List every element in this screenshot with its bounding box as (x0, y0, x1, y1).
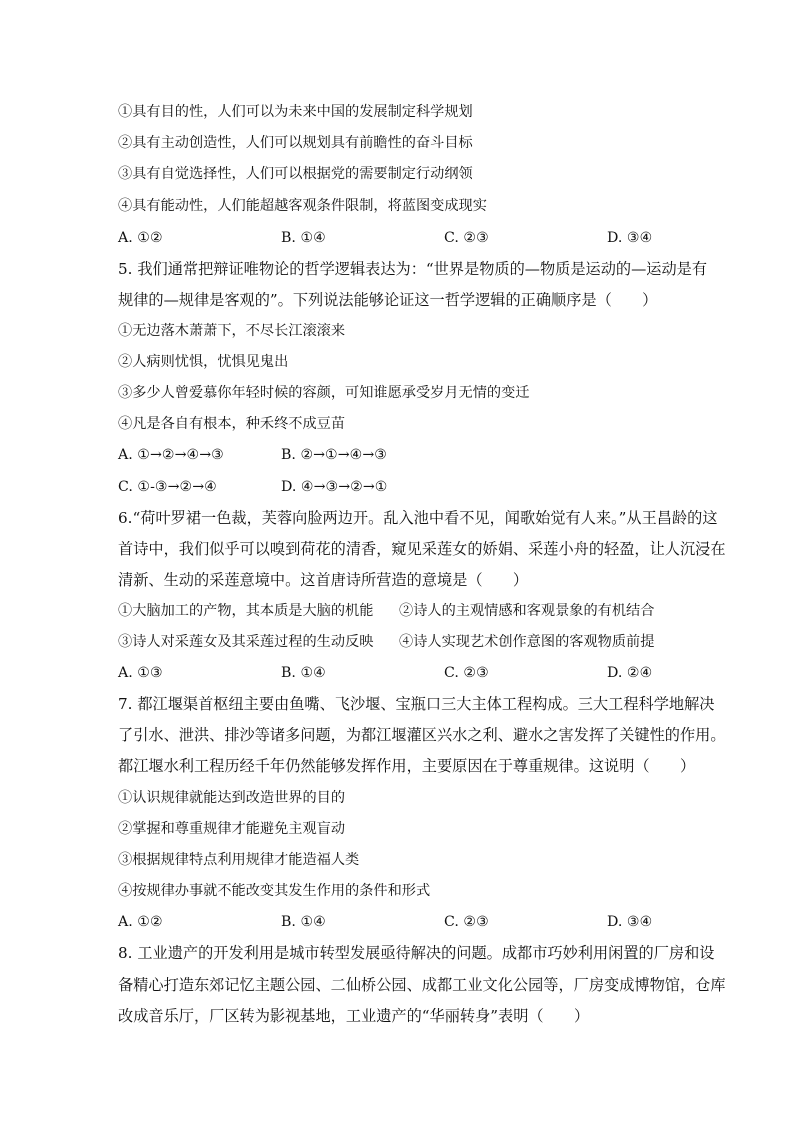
q5-item-2: ②人病则忧惧，忧惧见鬼出 (118, 354, 289, 370)
q6-stem-line-1: 6.“荷叶罗裙一色裁，芙蓉向脸两边开。乱入池中看不见，闻歌始觉有人来。”从王昌龄的这 (118, 509, 718, 527)
q6-option-b: B. ①④ (281, 665, 326, 681)
q6-option-c: C. ②③ (444, 665, 489, 681)
q5-option-b: B. ②→①→④→③ (281, 447, 387, 463)
q7-item-2: ②掌握和尊重规律才能避免主观盲动 (118, 821, 346, 837)
q8-stem-line-2: 备精心打造东郊记忆主题公园、二仙桥公园、成都工业文化公园等，厂房变成博物馆，仓库 (118, 976, 726, 994)
q4-option-b: B. ①④ (281, 230, 326, 246)
q7-item-3: ③根据规律特点利用规律才能造福人类 (118, 852, 360, 868)
q7-item-4: ④按规律办事就不能改变其发生作用的条件和形式 (118, 883, 431, 899)
q5-option-d: D. ④→③→②→① (281, 479, 388, 495)
q7-option-c: C. ②③ (444, 914, 489, 930)
q6-stem-line-2: 首诗中，我们似乎可以嗅到荷花的清香，窥见采莲女的娇娟、采莲小舟的轻盈，让人沉浸在 (118, 540, 726, 558)
q7-stem-line-2: 了引水、泄洪、排沙等诸多问题，为都江堰灌区兴水之利、避水之害发挥了关键性的作用。 (118, 726, 726, 744)
q4-item-2: ②具有主动创造性，人们可以规划具有前瞻性的奋斗目标 (118, 135, 473, 151)
q5-item-4: ④凡是各自有根本，种禾终不成豆苗 (118, 416, 346, 432)
q4-option-a: A. ①② (118, 230, 163, 246)
q7-stem-line-1: 7. 都江堰渠首枢纽主要由鱼嘴、飞沙堰、宝瓶口三大主体工程构成。三大工程科学地解决 (118, 695, 715, 713)
q5-item-3: ③多少人曾爱慕你年轻时候的容颜，可知谁愿承受岁月无情的变迁 (118, 385, 530, 401)
q8-stem-line-1: 8. 工业遗产的开发利用是城市转型发展亟待解决的问题。成都市巧妙利用闲置的厂房和设 (118, 944, 715, 962)
q6-item-1: ①大脑加工的产物，其本质是大脑的机能 (118, 603, 374, 619)
q5-option-c: C. ①-③→②→④ (118, 479, 217, 495)
q7-option-b: B. ①④ (281, 914, 326, 930)
q6-option-d: D. ②④ (607, 665, 653, 681)
q5-item-1: ①无边落木萧萧下，不尽长江滚滚来 (118, 323, 346, 339)
q4-option-d: D. ③④ (607, 230, 653, 246)
q7-option-a: A. ①② (118, 914, 163, 930)
q4-item-4: ④具有能动性，人们能超越客观条件限制，将蓝图变成现实 (118, 198, 487, 214)
q4-option-c: C. ②③ (444, 230, 489, 246)
q7-item-1: ①认识规律就能达到改造世界的目的 (118, 790, 346, 806)
q7-option-d: D. ③④ (607, 914, 653, 930)
q6-item-4: ④诗人实现艺术创作意图的客观物质前提 (399, 634, 655, 650)
q8-stem-line-3: 改成音乐厅，厂区转为影视基地，工业遗产的“华丽转身”表明（ ） (118, 1007, 590, 1025)
q6-item-2: ②诗人的主观情感和客观景象的有机结合 (399, 603, 655, 619)
q5-stem-line-2: 规律的—规律是客观的”。下列说法能够论证这一哲学逻辑的正确顺序是（ ） (118, 291, 658, 309)
q5-option-a: A. ①→②→④→③ (118, 447, 224, 463)
q4-item-1: ①具有目的性，人们可以为未来中国的发展制定科学规划 (118, 104, 473, 120)
q6-stem-line-3: 清新、生动的采莲意境中。这首唐诗所营造的意境是（ ） (118, 571, 529, 589)
q7-stem-line-3: 都江堰水利工程历经千年仍然能够发挥作用，主要原因在于尊重规律。这说明（ ） (118, 757, 696, 775)
q6-option-a: A. ①③ (118, 665, 163, 681)
q4-item-3: ③具有自觉选择性，人们可以根据党的需要制定行动纲领 (118, 166, 473, 182)
q6-item-3: ③诗人对采莲女及其采莲过程的生动反映 (118, 634, 374, 650)
q5-stem-line-1: 5. 我们通常把辩证唯物论的哲学逻辑表达为：“世界是物质的—物质是运动的—运动是有 (118, 260, 708, 278)
